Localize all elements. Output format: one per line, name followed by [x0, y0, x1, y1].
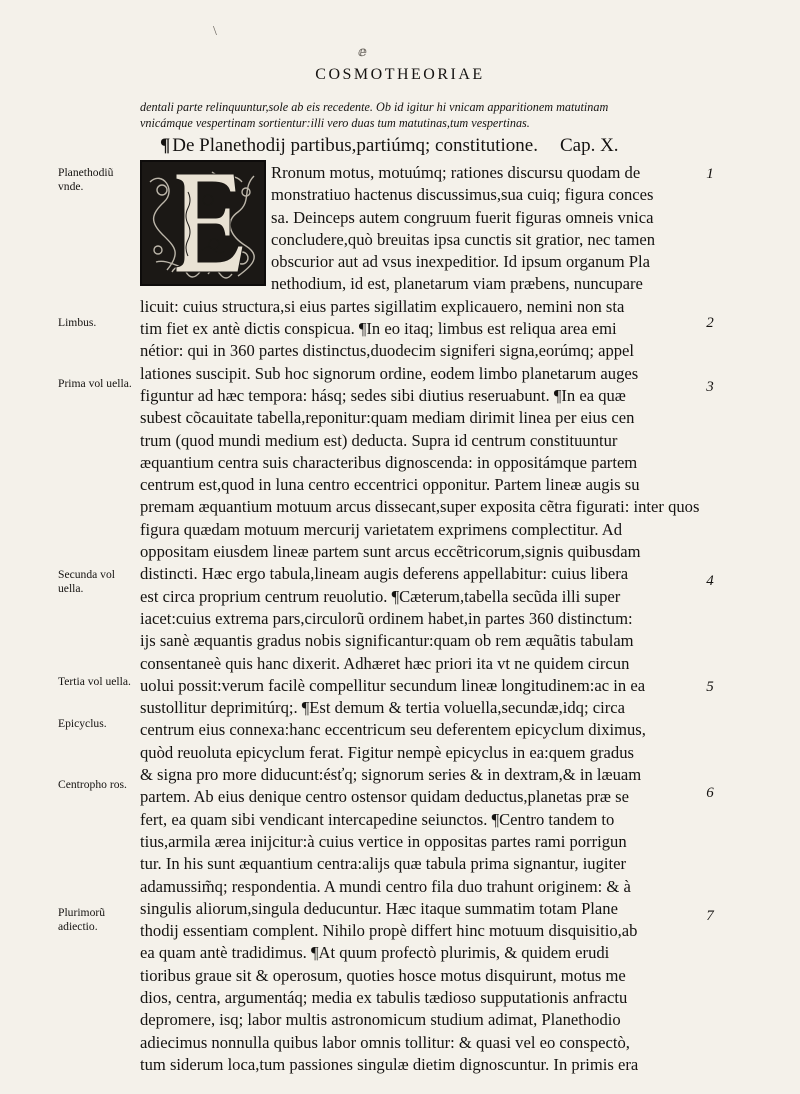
text-line: tim fiet ex antè dictis conspicua. ¶In eo itaq; limbus est reliqua area emi	[140, 319, 617, 339]
margin-number: 4	[706, 573, 714, 589]
text-line: ijs sanè æquantis gradus nobis significantur:quam ob rem æquãtis tabulam	[140, 631, 634, 651]
margin-number: 3	[706, 379, 714, 395]
carry-over-text	[140, 99, 710, 131]
chapter-title: De Planethodij partibus,partiúmq; constitutione.	[172, 135, 538, 156]
carry-over-line: vnicámque vespertinam sortientur:illi vero duas tum matutinas,tum vespertinas.	[140, 116, 530, 130]
text-line: trum (quod mundi medium est) deducta. Supra id centrum constituuntur	[140, 430, 618, 450]
margin-note: Tertia vol uella.	[58, 675, 131, 688]
text-line: est circa proprium centrum reuolutio. ¶Cæterum,tabella secũda illi super	[140, 586, 621, 606]
margin-note: Secunda vol uella.	[58, 568, 115, 595]
text-line: tioribus graue sit & operosum, quoties hosce motus disquirunt, motus me	[140, 965, 626, 985]
margin-number: 7	[706, 908, 714, 924]
text-line: distincti. Hæc ergo tabula,lineam augis deferens appellabitur: cuius libera	[140, 564, 629, 584]
text-line: tius,armila ærea inijcitur:à cuius vertice in oppositas partes rami porrigun	[140, 831, 627, 851]
text-line: & signa pro more diducunt:ésťq; signorum series & in dextram,& in læuam	[140, 765, 642, 785]
text-line: premam æquantium motuum arcus dissecant,super exposita cẽtra figurati: inter quos	[140, 497, 700, 517]
carry-over-line: dentali parte relinquuntur,sole ab eis recedente. Ob id igitur hi vnicam apparitionem matutinam	[140, 100, 609, 114]
text-line: iacet:cuius extrema pars,circulorũ ordinem habet,in partes 360 distinctum:	[140, 608, 633, 628]
text-line: adamussim̃q; respondentia. A mundi centro fila duo trahunt originem: & à	[140, 876, 631, 896]
text-line: thodij essentiam complent. Nihilo propè differt hinc motuum disquisitio,ab	[140, 921, 638, 941]
chapter-number: Cap. X.	[559, 135, 619, 156]
text-line: lationes suscipit. Sub hoc signorum ordine, eodem limbo planetarum auges	[140, 363, 639, 383]
pilcrow-icon: ¶	[160, 135, 171, 156]
text-line: partem. Ab eius denique centro ostensor quidam deductus,planetas præ se	[140, 787, 629, 807]
text-line: concludere,quò breuitas ipsa cunctis sit gratior, nec tamen	[271, 229, 656, 249]
text-line: consentaneè quis hanc dixerit. Adhæret hæc priori ita vt ne quidem circun	[140, 653, 630, 673]
margin-note: Centropho ros.	[58, 778, 127, 791]
text-line: adiecimus nonnulla quibus labor omnis tollitur: & quasi vel eo conspectò,	[140, 1032, 630, 1052]
text-line: nétior: qui in 360 partes distinctus,duodecim signiferi signa,eorúmq; appel	[140, 341, 635, 361]
text-line: centrum eius connexa:hanc eccentricum seu deferentem epicyclum diximus,	[140, 720, 646, 740]
text-line: dios, centra, argumentáq; media ex tabulis tædioso supputationis anfractu	[140, 987, 628, 1007]
text-line: sa. Deinceps autem congruum fuerit figuras omneis vnica	[271, 207, 654, 227]
margin-number: 1	[706, 166, 714, 182]
text-line: subest cõcauitate tabella,reponitur:quam mediam dirimit linea per eius cen	[140, 408, 635, 428]
margin-number: 2	[706, 315, 714, 331]
text-line: figuntur ad hæc tempora: hásq; sedes sibi diutius reseruabunt. ¶In ea quæ	[140, 385, 626, 405]
margin-note: Prima vol uella.	[58, 377, 132, 390]
margin-number: 6	[706, 785, 714, 801]
text-line: ea quam antè tradidimus. ¶At quum profectò plurimis, & quidem erudi	[140, 943, 610, 963]
margin-note: Limbus.	[58, 316, 97, 329]
text-line: monstratiuo hactenus discussimus,sua cuiq; figura conces	[271, 185, 654, 205]
text-line: fert, ea quam sibi vendicant intercapedine seiunctos. ¶Centro tandem to	[140, 809, 615, 829]
text-line: depromere, isq; labor multis astronomicum studium adimat, Planethodio	[140, 1010, 621, 1030]
text-line: sustollitur deprimitúrq;. ¶Est demum & tertia voluella,secundæ,idq; circa	[140, 698, 625, 718]
text-line: tum siderum loca,tum passiones singulæ dietim dignoscuntur. In primis era	[140, 1054, 639, 1074]
text-line: figura quædam motuum mercurij varietatem exprimens complectitur. Ad	[140, 519, 623, 539]
text-line: uolui possit:verum facilè compellitur secundum lineæ longitudinem:ac in ea	[140, 675, 646, 695]
text-line: obscurior aut ad vsus inexpeditior. Id ipsum organum Pla	[271, 252, 650, 272]
text-line: oppositam eiusdem lineæ partem sunt arcus eccẽtricorum,signis quibusdam	[140, 542, 641, 562]
margin-number: 5	[706, 679, 714, 695]
corner-mark: ⅇ	[358, 45, 367, 60]
text-line: quòd reuoluta epicyclum ferat. Figitur nempè epicyclus in ea:quem gradus	[140, 742, 634, 762]
text-line: æquantium centra suis characteribus dignoscenda: in oppositámque partem	[140, 452, 638, 472]
text-line: licuit: cuius structura,si eius partes sigillatim explicauero, nemini non sta	[140, 296, 625, 316]
margin-note: Planethodiũ vnde.	[58, 166, 114, 193]
text-line: tur. In his sunt æquantium centra:alijs quæ tabula prima signantur, iugiter	[140, 854, 627, 874]
text-line: Rronum motus, motuúmq; rationes discursu quodam de	[271, 163, 641, 182]
corner-mark: \	[213, 24, 217, 39]
chapter-heading	[160, 134, 705, 158]
text-line: nethodium, id est, planetarum viam præbens, nuncupare	[271, 274, 643, 294]
text-line: centrum est,quod in luna centro eccentrici opponitur. Partem lineæ augis su	[140, 475, 640, 495]
margin-note: Plurimorũ adiectio.	[58, 906, 106, 933]
body-text	[140, 162, 707, 1076]
margin-note: Epicyclus.	[58, 717, 107, 730]
running-head: COSMOTHEORIAE	[315, 66, 485, 83]
text-line: singulis aliorum,singula deducuntur. Hæc itaque summatim totam Plane	[140, 898, 618, 918]
